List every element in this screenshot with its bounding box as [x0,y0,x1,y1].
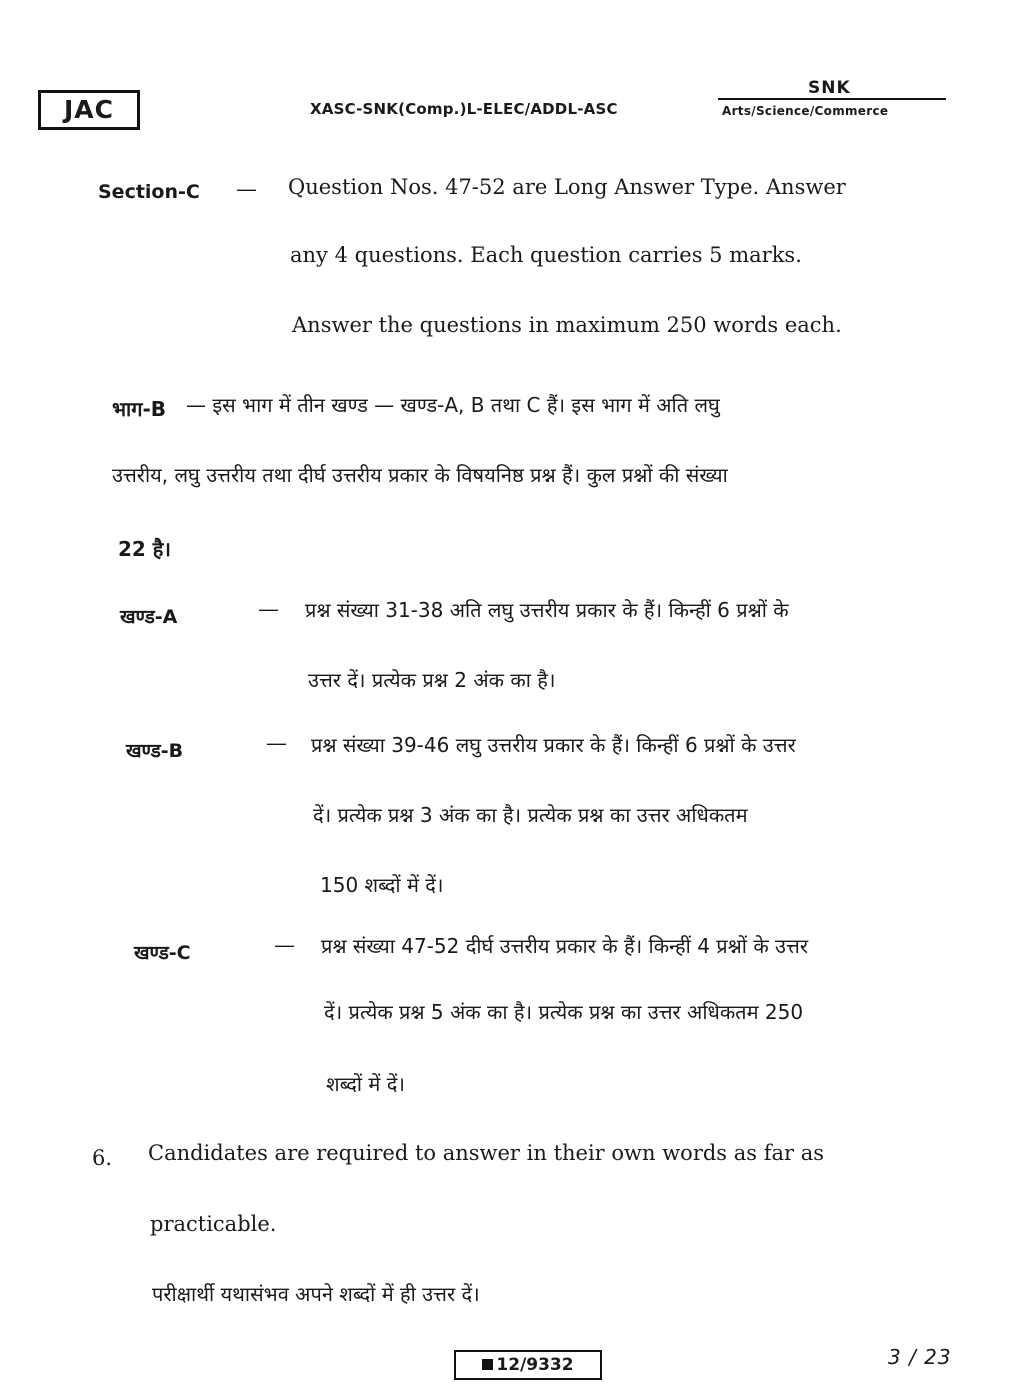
section-c-line-1: Question Nos. 47-52 are Long Answer Type. Answer [288,175,846,199]
khand-c-line-1: प्रश्न संख्या 47-52 दीर्घ उत्तरीय प्रकार के हैं। किन्हीं 4 प्रश्नों के उत्तर [321,934,809,958]
booklet-code-box [454,1350,602,1380]
khand-b-line-2: दें। प्रत्येक प्रश्न 3 अंक का है। प्रत्येक प्रश्न का उत्तर अधिकतम [313,803,748,827]
khand-b-line-3: 150 शब्दों में दें। [320,873,444,897]
khand-b-dash: — [266,731,287,755]
part-b-line-3: 22 है। [118,537,171,561]
instruction-6-line-1: Candidates are required to answer in their own words as far as [148,1141,825,1165]
khand-b-line-1: प्रश्न संख्या 39-46 लघु उत्तरीय प्रकार के हैं। किन्हीं 6 प्रश्नों के उत्तर [311,733,796,757]
instruction-number: 6. [92,1146,113,1170]
paper-code: XASC-SNK(Comp.)L-ELEC/ADDL-ASC [310,100,618,118]
khand-a-line-2: उत्तर दें। प्रत्येक प्रश्न 2 अंक का है। [308,668,556,692]
instruction-6-hindi: परीक्षार्थी यथासंभव अपने शब्दों में ही उत्तर दें। [152,1282,480,1306]
khand-c-dash: — [274,933,295,957]
khand-c-line-3: शब्दों में दें। [326,1072,405,1096]
booklet-code: 12/9332 [496,1355,574,1375]
header-divider [718,98,946,100]
khand-a-label: खण्ड-A [120,606,178,628]
section-c-label: Section-C [98,181,200,203]
series-code: SNK [808,78,851,98]
khand-a-line-1: प्रश्न संख्या 31-38 अति लघु उत्तरीय प्रकार के हैं। किन्हीं 6 प्रश्नों के [305,598,789,622]
khand-a-dash: — [258,597,279,621]
khand-b-label: खण्ड-B [126,740,184,762]
khand-c-label: खण्ड-C [134,942,191,964]
stream-label: Arts/Science/Commerce [722,104,889,118]
section-c-line-2: any 4 questions. Each question carries 5 marks. [290,243,802,267]
section-c-line-3: Answer the questions in maximum 250 words each. [292,313,842,337]
instruction-6-line-2: practicable. [150,1212,277,1236]
khand-c-line-2: दें। प्रत्येक प्रश्न 5 अंक का है। प्रत्येक प्रश्न का उत्तर अधिकतम 250 [324,1000,804,1024]
square-bullet-icon [482,1359,493,1370]
part-b-label: भाग-B [112,397,167,421]
part-b-line-1: — इस भाग में तीन खण्ड — खण्ड-A, B तथा C हैं। इस भाग में अति लघु [186,393,720,417]
section-c-dash: — [236,177,257,201]
board-logo-box: JAC [38,90,140,130]
part-b-line-2: उत्तरीय, लघु उत्तरीय तथा दीर्घ उत्तरीय प्रकार के विषयनिष्ठ प्रश्न हैं। कुल प्रश्नों की संख्या [112,463,728,487]
page-number: 3 / 23 [888,1345,952,1369]
